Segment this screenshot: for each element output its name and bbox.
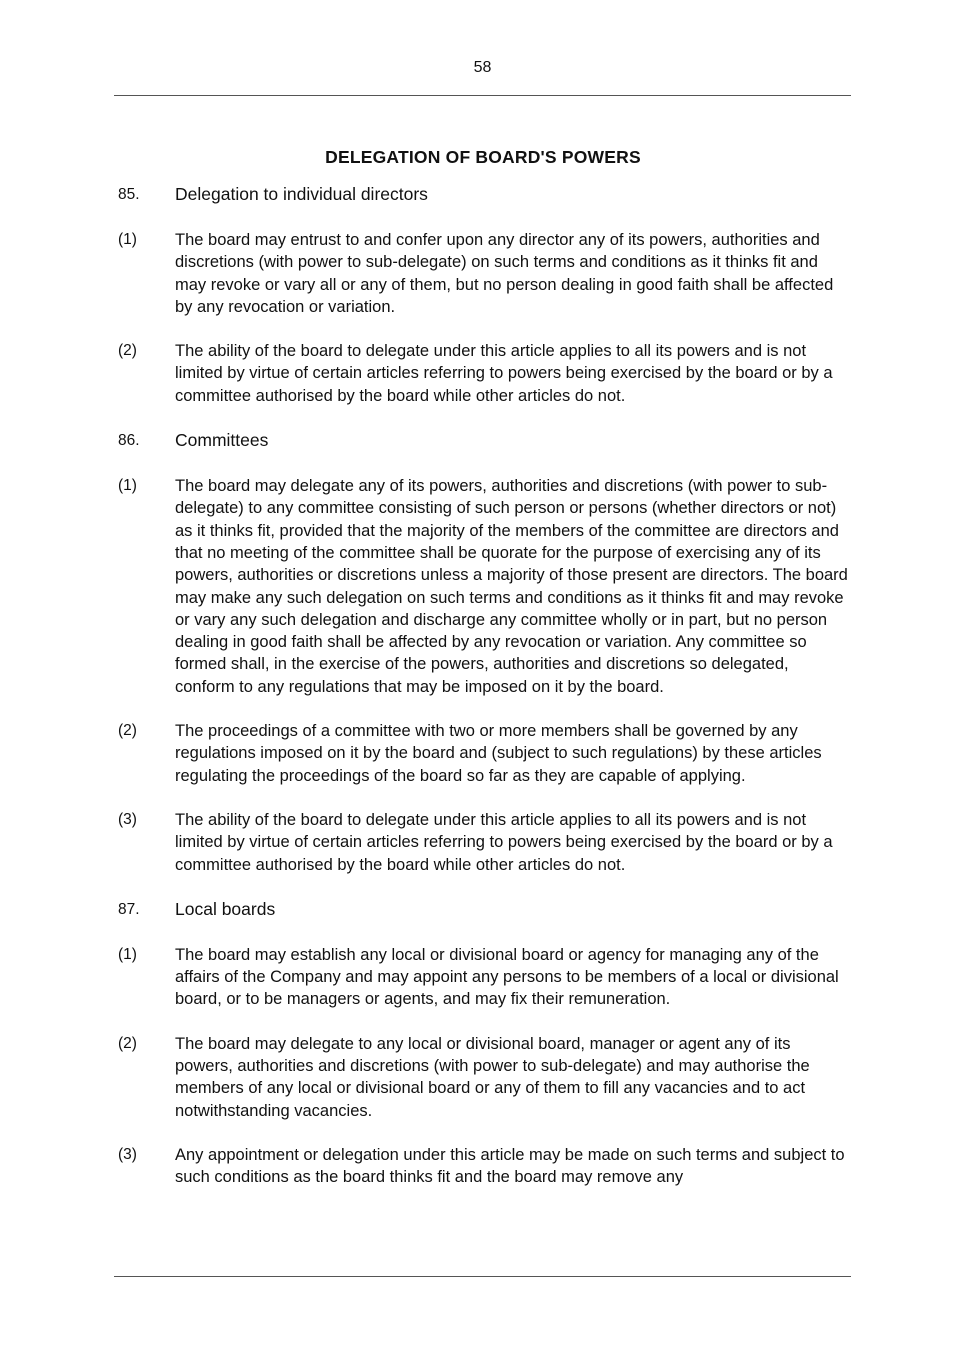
article-86 (118, 429, 848, 876)
paragraph-number: (2) (118, 722, 137, 740)
article-number: 87. (118, 900, 140, 918)
article-title: Local boards (175, 898, 276, 919)
paragraph-text: Any appointment or delegation under this article may be made on such terms and subject to such conditions as the board thinks fit and the board may remove any (175, 1145, 845, 1187)
paragraph-number: (1) (118, 477, 137, 495)
paragraph-text: The board may entrust to and confer upon any director any of its powers, authorities and discretions (with power to sub-delegate) on such terms and conditions as it thinks fit and may revoke or vary all or any of them, but no person dealing in good faith shall be affected by any revocation or variation. (175, 231, 834, 316)
paragraph-number: (2) (118, 1034, 137, 1052)
paragraph-text: The proceedings of a committee with two or more members shall be governed by any regulations imposed on it by the board and (subject to such regulations) by these articles regulating the proceedings of the board so far as they are capable of applying. (175, 722, 822, 785)
article-title: Committees (175, 430, 269, 451)
paragraph-text: The ability of the board to delegate under this article applies to all its powers and is not limited by virtue of certain articles referring to powers being exercised by the board or by a committee authorised by the board while other articles do not. (175, 810, 833, 874)
page-number: 58 (473, 59, 492, 76)
article-number: 85. (118, 186, 140, 203)
paragraph-number: (3) (118, 810, 137, 828)
paragraph (118, 809, 848, 876)
article-heading (118, 183, 848, 206)
paragraph-number: (3) (118, 1145, 137, 1163)
article-85 (118, 183, 848, 407)
article-87 (118, 898, 848, 1189)
paragraph-text: The board may establish any local or divisional board or agency for managing any of the affairs of the Company and may appoint any persons to be members of a local or divisional board, or to be managers or agents, and may fix their remuneration. (175, 945, 839, 1009)
paragraph-text: The board may delegate to any local or divisional board, manager or agent any of its powers, authorities and discretions (with power to sub-delegate) and may authorise the members of any local or divisional board or any of them to fill any vacancies and to act notwithstanding vacancies. (175, 1034, 810, 1120)
paragraph (118, 720, 848, 787)
paragraph (118, 944, 848, 1011)
document-body (118, 147, 848, 1211)
paragraph-text: The ability of the board to delegate under this article applies to all its powers and is not limited by virtue of certain articles referring to powers being exercised by the board or by a committee authorised by the board while other articles do not. (175, 342, 833, 405)
paragraph-number: (2) (118, 342, 137, 360)
article-heading (118, 429, 848, 452)
paragraph (118, 340, 848, 407)
paragraph (118, 229, 848, 318)
article-title: Delegation to individual directors (175, 184, 428, 204)
paragraph-number: (1) (118, 945, 137, 963)
section-title: DELEGATION OF BOARD'S POWERS (325, 147, 641, 167)
article-heading (118, 898, 848, 921)
paragraph (118, 1033, 848, 1122)
paragraph (118, 475, 848, 698)
footer-divider (114, 1276, 851, 1277)
article-number: 86. (118, 432, 140, 450)
paragraph-number: (1) (118, 231, 137, 248)
paragraph (118, 1144, 848, 1189)
paragraph-text: The board may delegate any of its powers, authorities and discretions (with power to sub-delegate) to any committee consisting of such person or persons (whether directors or not) as it thinks fit, provided that the majority of the members of the committee are directors and that no meeting of the committee shall be quorate for the purpose of exercising any of its powers, authorities or discretions unless a majority of those present are directors. The board may make any such delegation on such terms and conditions as it thinks fit and may revoke or vary any such delegation and discharge any committee wholly or in part, but no person dealing in good faith shall be affected by any revocation or variation. Any committee so formed shall, in the exercise of the powers, authorities and discretions so delegated, conform to any regulations that may be imposed on it by the board. (175, 477, 848, 696)
header-divider (114, 95, 851, 96)
